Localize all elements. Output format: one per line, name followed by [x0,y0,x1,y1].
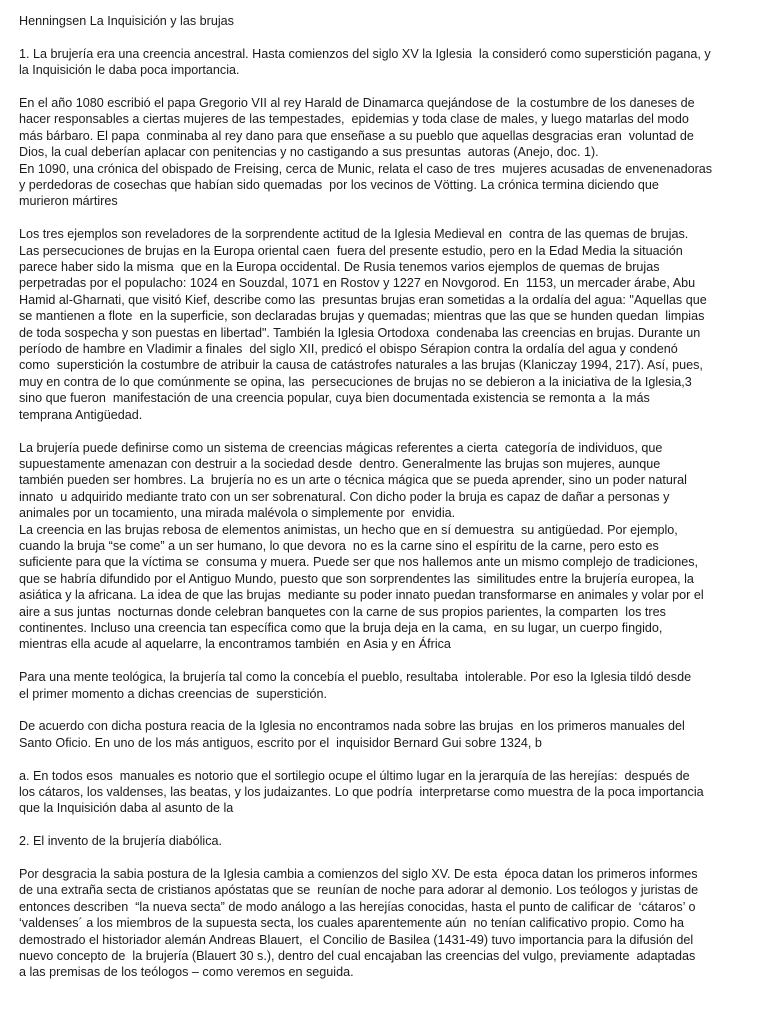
paragraph-8: De acuerdo con dicha postura reacia de la Iglesia no encontramos nada sobre las brujas en los primeros manuales del Santo Oficio. En uno de los más antiguos, escrito por el inquisidor Bernard Gui sobre 1324, b [19,719,685,750]
paragraph-10: Por desgracia la sabia postura de la Iglesia cambia a comienzos del siglo XV. De esta época datan los primeros informes de una extraña secta de cristianos apóstatas que se reunían de noche para adorar al demonio. Los teólogos y juristas de entonces describen “la nueva secta” de modo análogo a las herejías conocidas, hasta el punto de calificar de ‘cátaros’ o ‘valdenses´ a los miembros de la supuesta secta, los cuales aparentemente aún no tenían calificativo propio. Como ha demostrado el historiador alemán Andreas Blauert, el Concilio de Basilea (1431-49) tuvo importancia para la difusión del nuevo concepto de la brujería (Blauert 30 s.), dentro del cual encajaban las creencias del vulgo, previamente adaptadas a las premisas de los teólogos – como veremos en seguida. [19,866,699,980]
paragraph-6: La creencia en las brujas rebosa de elementos animistas, un hecho que en sí demuestra su antigüedad. Por ejemplo, cuando la bruja “se come” a un ser humano, lo que devora no es la carne sino el espíritu de la carne, pero esto es suficiente para que la víctima se consuma y muera. Puede ser que nos hallemos ante un mismo complejo de tradiciones, que se habría difundido por el Antiguo Mundo, puesto que son sorprendentes las similitudes entre la brujería europea, la asiática y la africana. La idea de que las brujas mediante su poder innato puedan transformarse en animales y volar por el aire a sus juntas nocturnas donde celebran banquetes con la carne de sus propios parientes, la comparten los tres continentes. Incluso una creencia tan específica como que la bruja deja en la cama, en su lugar, un cuerpo fingido, mientras ella acude al aquelarre, la encontramos también en Asia y en África [19,522,704,652]
document-page [19,13,719,997]
paragraph-1: 1. La brujería era una creencia ancestral. Hasta comienzos del siglo XV la Iglesia la consideró como superstición pagana, y la Inquisición le daba poca importancia. [19,46,711,78]
paragraph-4: Los tres ejemplos son reveladores de la sorprendente actitud de la Iglesia Medieval en contra de las quemas de brujas. Las persecuciones de brujas en la Europa oriental caen fuera del presente estudio, pero en la Edad Media la situación parece haber sido la misma que en la Europa occidental. De Rusia tenemos varios ejemplos de quemas de brujas perpetradas por el populacho: 1024 en Souzdal, 1071 en Rostov y 1227 en Novgorod. En 1153, un mercader árabe, Abu Hamid al-Gharnati, que visitó Kief, describe como las presuntas brujas eran sometidas a la ordalía del agua: "Aquellas que se mantienen a flote en la superficie, son declaradas brujas y quemadas; mientras que las que se hunden quedan limpias de toda sospecha y son puestas en libertad". También la Iglesia Ortodoxa condenaba las creencias en brujas. Durante un período de hambre en Vladimir a finales del siglo XII, predicó el obispo Sérapion contra la ordalía del agua y condenó como superstición la costumbre de atribuir la causa de catástrofes naturales a las brujas (Klaniczay 1994, 217). Así, pues, muy en contra de lo que comúnmente se opina, las persecuciones de brujas no se debieron a la iniciativa de la Iglesia,3 sino que fueron manifestación de una creencia popular, cuya bien documentada existencia se remonta a la más temprana Antigüedad. [19,227,707,422]
paragraph-3: En 1090, una crónica del obispado de Freising, cerca de Munic, relata el caso de tres mujeres acusadas de envenenadoras y perdedoras de cosechas que habían sido quemadas por los vecinos de Vötting. La crónica termina diciendo que murieron mártires [19,161,713,209]
paragraph-5: La brujería puede definirse como un sistema de creencias mágicas referentes a cierta categoría de individuos, que supuestamente amenazan con destruir a la sociedad desde dentro. Generalmente las brujas son mujeres, aunque también pueden ser hombres. La brujería no es un arte o técnica mágica que se pueda aprender, sino un poder natural innato u adquirido mediante trato con un ser sobrenatural. Con dicho poder la bruja es capaz de dañar a personas y animales por un tocamiento, una mirada malévola o simplemente por envidia. [19,440,687,521]
paragraph-7: Para una mente teológica, la brujería tal como la concebía el pueblo, resultaba intolerable. Por eso la Iglesia tildó desde el primer momento a dichas creencias de superstición. [19,670,692,701]
section-heading-2: 2. El invento de la brujería diabólica. [19,834,223,849]
document-title: Henningsen La Inquisición y las brujas [19,14,234,28]
paragraph-9: a. En todos esos manuales es notorio que el sortilegio ocupe el último lugar en la jerarquía de las herejías: después de los cátaros, los valdenses, las beatas, y los judaizantes. Lo que podría interpretarse como muestra de la poca importancia que la Inquisición daba al asunto de la [19,768,704,816]
paragraph-2: En el año 1080 escribió el papa Gregorio VII al rey Harald de Dinamarca quejándose de la costumbre de los daneses de hacer responsables a ciertas mujeres de las tempestades, epidemias y toda clase de males, y luego matarlas del modo más bárbaro. El papa conminaba al rey dano para que enseñase a su pueblo que aquellas desgracias eran voluntad de Dios, la cual deberían aplacar con penitencias y no castigando a sus presuntas autoras (Anejo, doc. 1). [19,96,695,160]
